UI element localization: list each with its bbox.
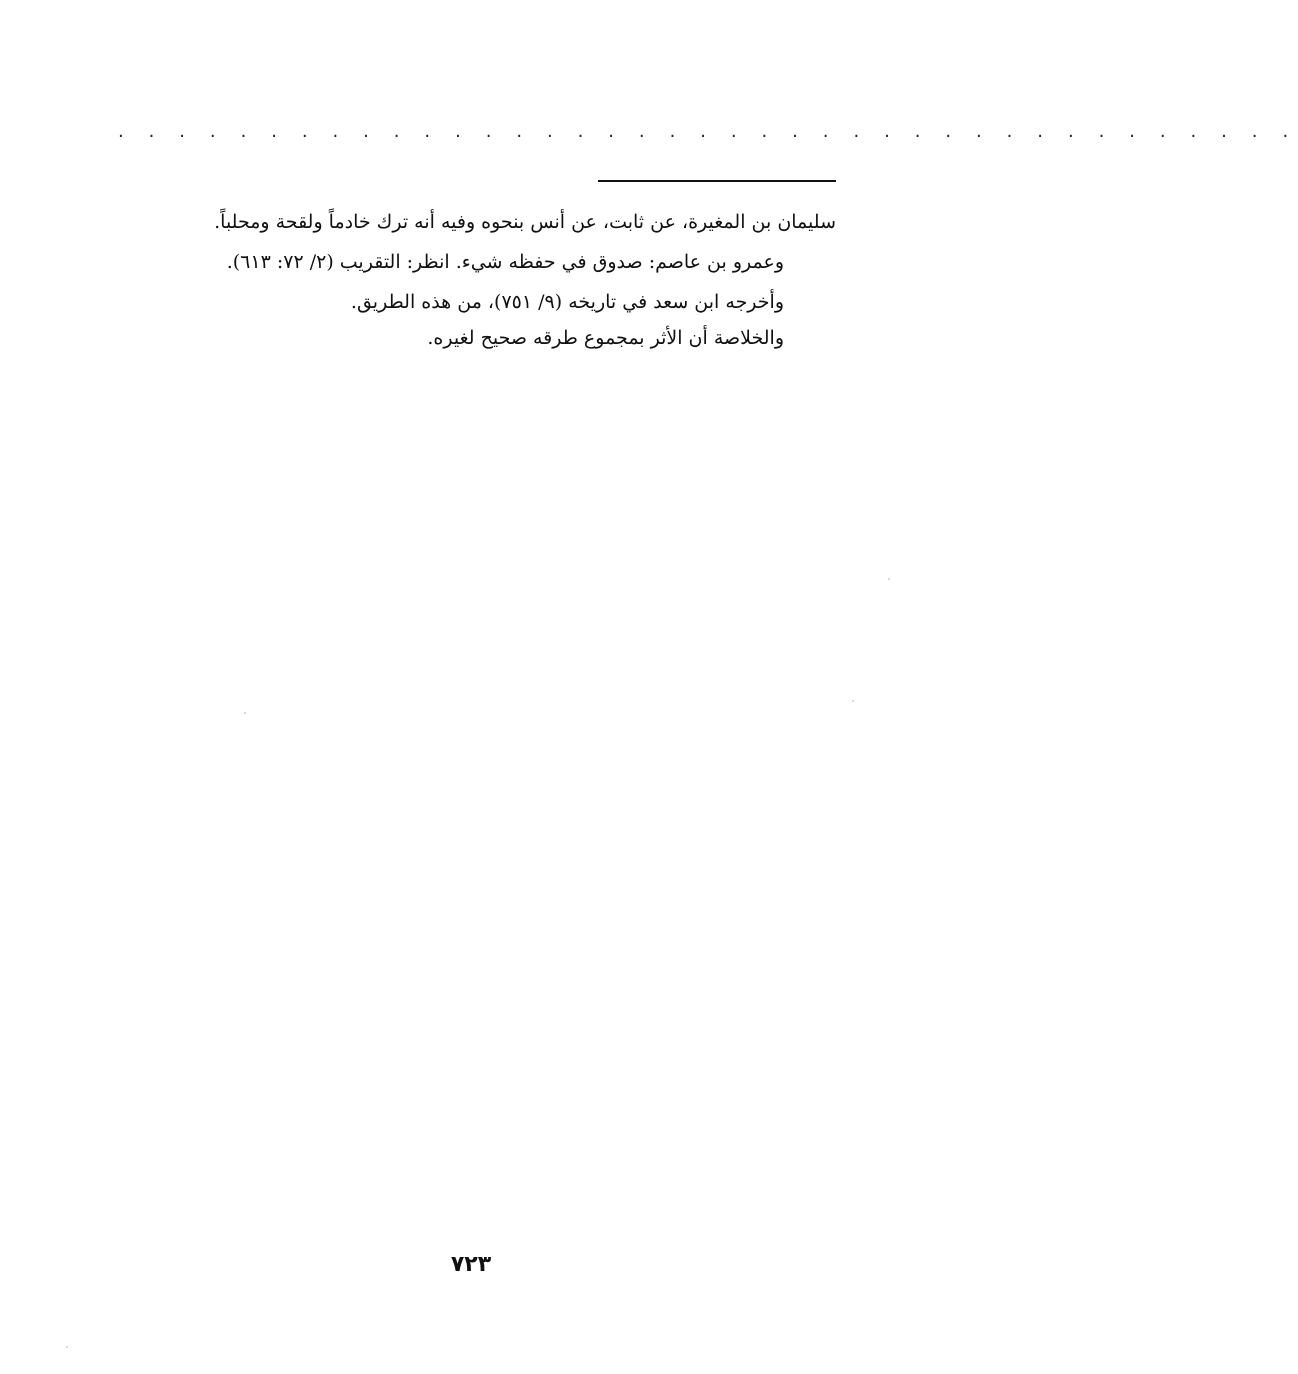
footnote-rule bbox=[598, 180, 836, 182]
page-number: ٧٢٣ bbox=[450, 1252, 492, 1277]
footnote-text bbox=[112, 204, 836, 356]
footnote-paragraph-2: وعمرو بن عاصم: صدوق في حفظه شيء. انظر: التقريب (٢/ ٧٢: ٦١٣). bbox=[226, 251, 784, 273]
footnote-paragraph-3: وأخرجه ابن سعد في تاريخه (٩/ ٧٥١)، من هذه الطريق. bbox=[350, 291, 784, 313]
footnote-paragraph-1: سليمان بن المغيرة، عن ثابت، عن أنس بنحوه وفيه أنه ترك خادماً ولقحة ومحلباً. bbox=[214, 211, 836, 233]
scan-speck bbox=[244, 712, 246, 714]
scan-speck bbox=[888, 578, 890, 580]
scan-speck bbox=[852, 700, 854, 702]
dotted-separator: . . . . . . . . . . . . . . . . . . . . . . . . . . . . . . . . . . . . . . . bbox=[118, 121, 1298, 142]
scan-speck bbox=[66, 1346, 68, 1348]
footnote-paragraph-4: والخلاصة أن الأثر بمجموع طرقه صحيح لغيره. bbox=[427, 327, 784, 349]
